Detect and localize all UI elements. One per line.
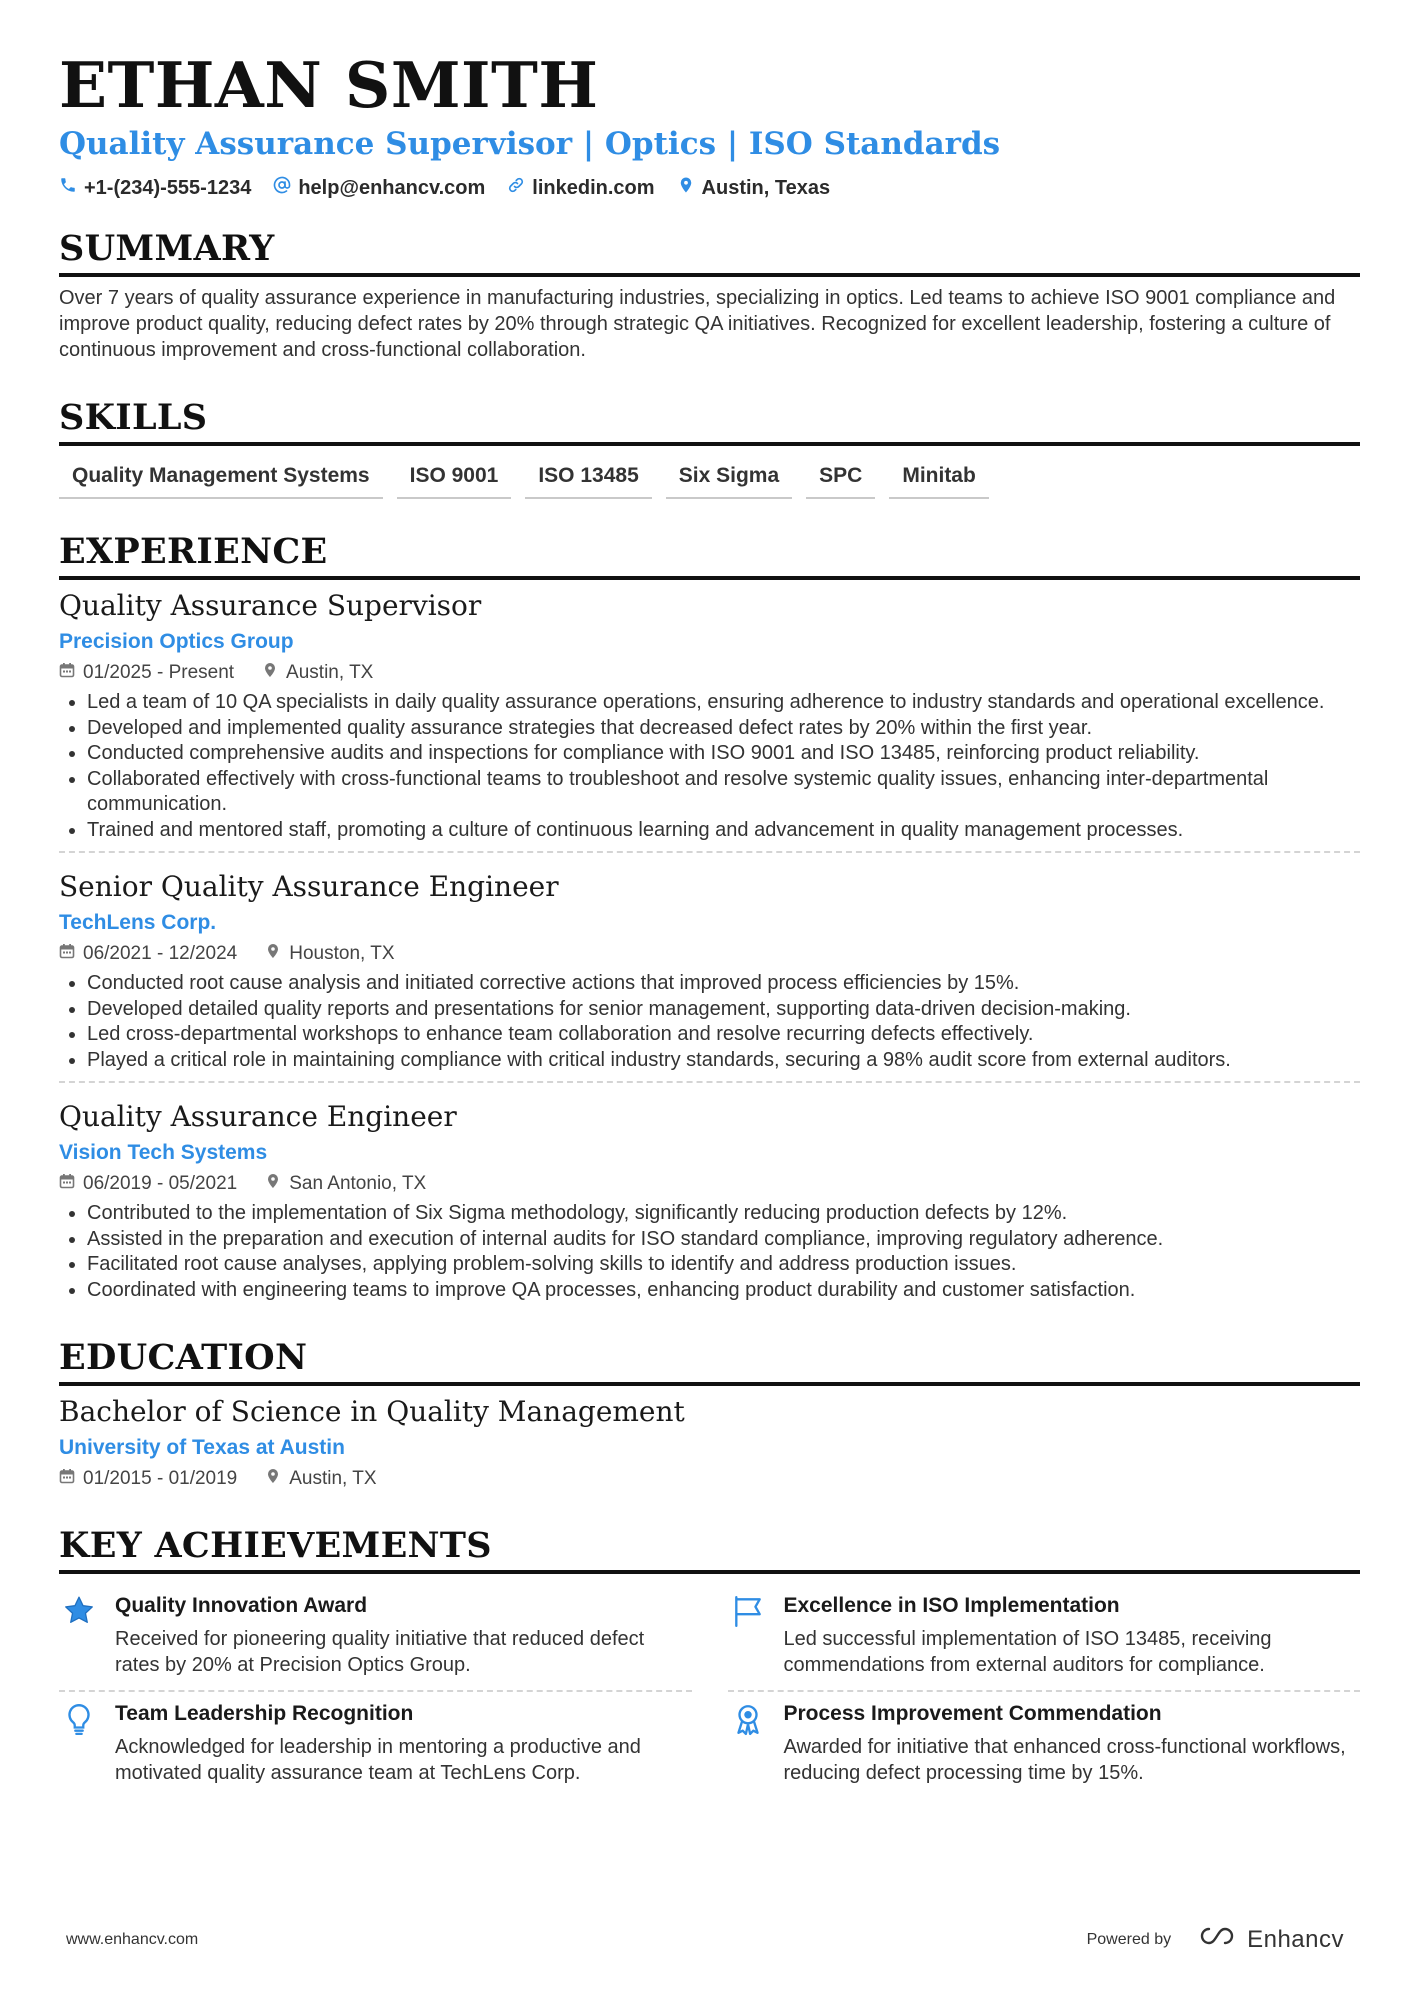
award-ribbon-icon (728, 1700, 768, 1786)
job-meta (59, 1172, 1360, 1196)
job-bullets (59, 971, 1360, 1073)
education-section (59, 1337, 1360, 1491)
school-name: University of Texas at Austin (59, 1436, 345, 1459)
company-name: Precision Optics Group (59, 630, 294, 653)
bullet-item: • Developed and implemented quality assurance strategies that decreased defect rates by 20% within the first year. (87, 716, 1360, 742)
skill-tag: Quality Management Systems (59, 456, 383, 499)
job-meta (59, 942, 1360, 966)
skill-tag: Minitab (889, 456, 989, 499)
achievements-grid (59, 1584, 1360, 1798)
experience-section (59, 531, 1360, 1311)
powered-by-label: Powered by (1086, 1930, 1172, 1948)
job-location-text: San Antonio, TX (289, 1173, 427, 1194)
contact-bar (59, 176, 1360, 200)
contact-linkedin[interactable] (507, 176, 654, 200)
skill-tag: ISO 9001 (397, 456, 512, 499)
experience-heading: EXPERIENCE (59, 531, 1360, 580)
star-icon (59, 1592, 99, 1678)
bullet-item: • Led cross-departmental workshops to enhance team collaboration and resolve recurring defects effectively. (87, 1022, 1360, 1048)
skills-heading: SKILLS (59, 397, 1360, 446)
calendar-icon (59, 661, 75, 685)
job-dates (59, 661, 234, 685)
bullet-item: • Trained and mentored staff, promoting a culture of continuous learning and advancement in quality management processes. (87, 818, 1360, 844)
bullet-item: • Conducted root cause analysis and initiated corrective actions that improved process efficiencies by 15%. (87, 971, 1360, 997)
bullet-item: • Assisted in the preparation and execution of internal audits for ISO standard compliance, improving regulatory adherence. (87, 1227, 1360, 1253)
skills-section (59, 397, 1360, 499)
calendar-icon (59, 942, 75, 966)
skill-tag: Six Sigma (666, 456, 792, 499)
location-text: Austin, Texas (701, 176, 831, 199)
summary-text: Over 7 years of quality assurance experience in manufacturing industries, specializing in optics. Led teams to achieve ISO 9001 compliance and improve product quality, reducing defect rates by 20% through strategic QA initiatives. Recognized for excellent leadership, fostering a culture of continuous improvement and cross-functional collaboration. (59, 287, 1336, 361)
skills-list (59, 456, 1360, 499)
job-location (265, 942, 394, 966)
achievements-section (59, 1525, 1360, 1798)
flag-icon (728, 1592, 768, 1678)
map-pin-icon (265, 1467, 281, 1491)
job-location (265, 1172, 426, 1196)
contact-location (677, 176, 831, 200)
degree-title: Bachelor of Science in Quality Management (59, 1395, 685, 1428)
achievement-title: Excellence in ISO Implementation (783, 1594, 1120, 1617)
bullet-item: • Contributed to the implementation of Six Sigma methodology, significantly reducing production defects by 12%. (87, 1201, 1360, 1227)
job-dates (59, 1172, 237, 1196)
footer-brand (1087, 1924, 1344, 1955)
bullet-item: • Developed detailed quality reports and presentations for senior management, supporting data-driven decision-making. (87, 997, 1360, 1023)
education-location-text: Austin, TX (289, 1468, 377, 1489)
company-name: Vision Tech Systems (59, 1141, 268, 1164)
achievement-desc: Led successful implementation of ISO 13485, receiving commendations from external auditors for compliance. (783, 1628, 1272, 1676)
education-location (265, 1467, 376, 1491)
education-dates (59, 1467, 237, 1491)
job-title: Senior Quality Assurance Engineer (59, 870, 559, 903)
achievement-item (59, 1692, 692, 1798)
company-name: TechLens Corp. (59, 911, 217, 934)
achievement-desc: Received for pioneering quality initiative that reduced defect rates by 20% at Precision Optics Group. (115, 1628, 645, 1676)
job-location-text: Austin, TX (286, 662, 374, 683)
education-meta (59, 1467, 1360, 1491)
experience-entry (59, 851, 1360, 1081)
map-pin-icon (265, 942, 281, 966)
achievement-title: Quality Innovation Award (115, 1594, 368, 1617)
skill-tag: SPC (806, 456, 875, 499)
bullet-item: • Coordinated with engineering teams to improve QA processes, enhancing product durability and customer satisfaction. (87, 1278, 1360, 1304)
experience-entry (59, 1081, 1360, 1311)
achievement-title: Team Leadership Recognition (115, 1702, 414, 1725)
phone-icon (59, 176, 77, 200)
summary-heading: SUMMARY (59, 228, 1360, 277)
lightbulb-icon (59, 1700, 99, 1786)
skill-tag: ISO 13485 (525, 456, 651, 499)
experience-entry (59, 588, 1360, 851)
job-dates-text: 06/2021 - 12/2024 (83, 943, 238, 964)
linkedin-text: linkedin.com (532, 176, 655, 199)
job-title: Quality Assurance Engineer (59, 1100, 457, 1133)
footer-website-link[interactable]: www.enhancv.com (66, 1930, 199, 1948)
achievement-item (728, 1692, 1361, 1798)
headline: Quality Assurance Supervisor | Optics | ISO Standards (59, 126, 1001, 162)
bullet-item: • Played a critical role in maintaining compliance with critical industry standards, securing a 98% audit score from external auditors. (87, 1048, 1360, 1074)
at-sign-icon (273, 176, 291, 200)
email-text: help@enhancv.com (298, 176, 486, 199)
job-dates-text: 06/2019 - 05/2021 (83, 1173, 238, 1194)
enhancv-logo-icon (1195, 1924, 1239, 1955)
job-dates (59, 942, 237, 966)
job-location-text: Houston, TX (289, 943, 395, 964)
page-footer (66, 1924, 1344, 1955)
map-pin-icon (265, 1172, 281, 1196)
job-location (262, 661, 373, 685)
achievement-item (59, 1584, 692, 1692)
bullet-item: • Facilitated root cause analyses, applying problem-solving skills to identify and address production issues. (87, 1252, 1360, 1278)
job-title: Quality Assurance Supervisor (59, 589, 482, 622)
link-icon (507, 176, 525, 200)
achievement-desc: Acknowledged for leadership in mentoring a productive and motivated quality assurance team at TechLens Corp. (115, 1736, 641, 1784)
education-heading: EDUCATION (59, 1337, 1360, 1386)
candidate-name: ETHAN SMITH (59, 48, 599, 122)
bullet-item: • Collaborated effectively with cross-functional teams to troubleshoot and resolve systemic quality issues, enhancing inter-departmental communication. (87, 767, 1360, 818)
resume-header (59, 48, 1360, 200)
contact-phone[interactable] (59, 176, 251, 200)
phone-text: +1-(234)-555-1234 (84, 176, 252, 199)
contact-email[interactable] (273, 176, 485, 200)
job-bullets (59, 690, 1360, 843)
enhancv-logo[interactable] (1195, 1924, 1344, 1955)
education-dates-text: 01/2015 - 01/2019 (83, 1468, 238, 1489)
summary-section (59, 228, 1360, 363)
achievement-title: Process Improvement Commendation (783, 1702, 1162, 1725)
job-dates-text: 01/2025 - Present (83, 662, 235, 683)
brand-name: Enhancv (1247, 1925, 1344, 1953)
job-bullets (59, 1201, 1360, 1303)
bullet-item: • Conducted comprehensive audits and inspections for compliance with ISO 9001 and ISO 13485, reinforcing product reliability. (87, 741, 1360, 767)
map-pin-icon (677, 176, 695, 200)
bullet-item: • Led a team of 10 QA specialists in daily quality assurance operations, ensuring adherence to industry standards and operational excellence. (87, 690, 1360, 716)
job-meta (59, 661, 1360, 685)
achievement-desc: Awarded for initiative that enhanced cross-functional workflows, reducing defect processing time by 15%. (783, 1736, 1346, 1784)
map-pin-icon (262, 661, 278, 685)
achievements-heading: KEY ACHIEVEMENTS (59, 1525, 1360, 1574)
achievement-item (728, 1584, 1361, 1692)
calendar-icon (59, 1467, 75, 1491)
calendar-icon (59, 1172, 75, 1196)
